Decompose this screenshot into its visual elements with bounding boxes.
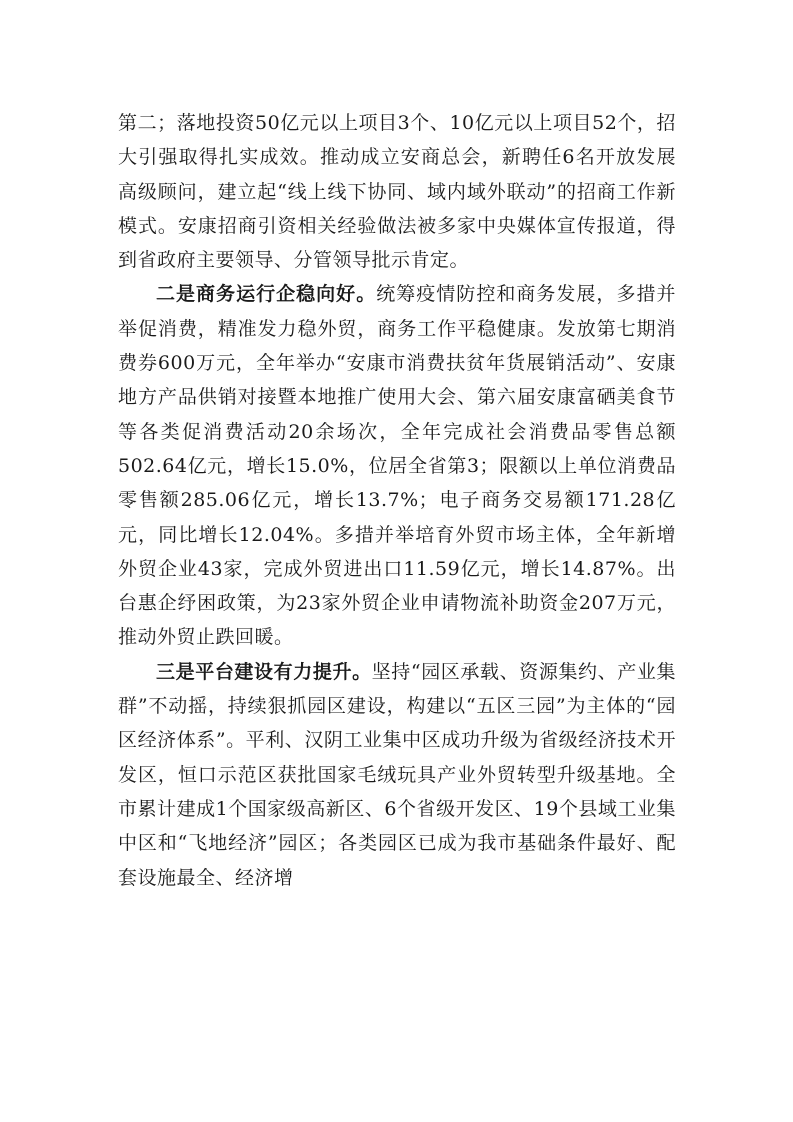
- paragraph-body: 第二；落地投资50亿元以上项目3个、10亿元以上项目52个，招大引强取得扎实成效。推动成立安商总会，新聘任6名开放发展高级顾问，建立起“线上线下协同、域内域外联动”的招商工作新模式。安康招商引资相关经验做法被多家中央媒体宣传报道，得到省政府主要领导、分管领导批示肯定。: [118, 112, 676, 272]
- paragraph-lead-heading: 二是商务运行企稳向好。: [156, 283, 377, 306]
- paragraph-commerce-operation: [118, 277, 676, 654]
- paragraph-body: 统筹疫情防控和商务发展，多措并举促消费，精准发力稳外贸，商务工作平稳健康。发放第七期消费券600万元，全年举办“安康市消费扶贫年货展销活动”、安康地方产品供销对接暨本地推广使用大会、第六届安康富硒美食节等各类促消费活动20余场次，全年完成社会消费品零售总额502.64亿元，增长15.0%，位居全省第3；限额以上单位消费品零售额285.06亿元，增长13.7%；电子商务交易额171.28亿元，同比增长12.04%。多措并举培育外贸市场主体，全年新增外贸企业43家，完成外贸进出口11.59亿元，增长14.87%。出台惠企纾困政策，为23家外贸企业申请物流补助资金207万元，推动外贸止跌回暖。: [118, 283, 676, 649]
- paragraph-continuation: [118, 106, 676, 277]
- paragraph-platform-construction: [118, 655, 676, 895]
- document-page: [118, 106, 676, 895]
- paragraph-lead-heading: 三是平台建设有力提升。: [156, 660, 372, 683]
- paragraph-body: 坚持“园区承载、资源集约、产业集群”不动摇，持续狠抓园区建设，构建以“五区三园”为主体的“园区经济体系”。平利、汉阴工业集中区成功升级为省级经济技术开发区，恒口示范区获批国家毛绒玩具产业外贸转型升级基地。全市累计建成1个国家级高新区、6个省级开发区、19个县域工业集中区和“飞地经济”园区；各类园区已成为我市基础条件最好、配套设施最全、经济增: [118, 660, 676, 889]
